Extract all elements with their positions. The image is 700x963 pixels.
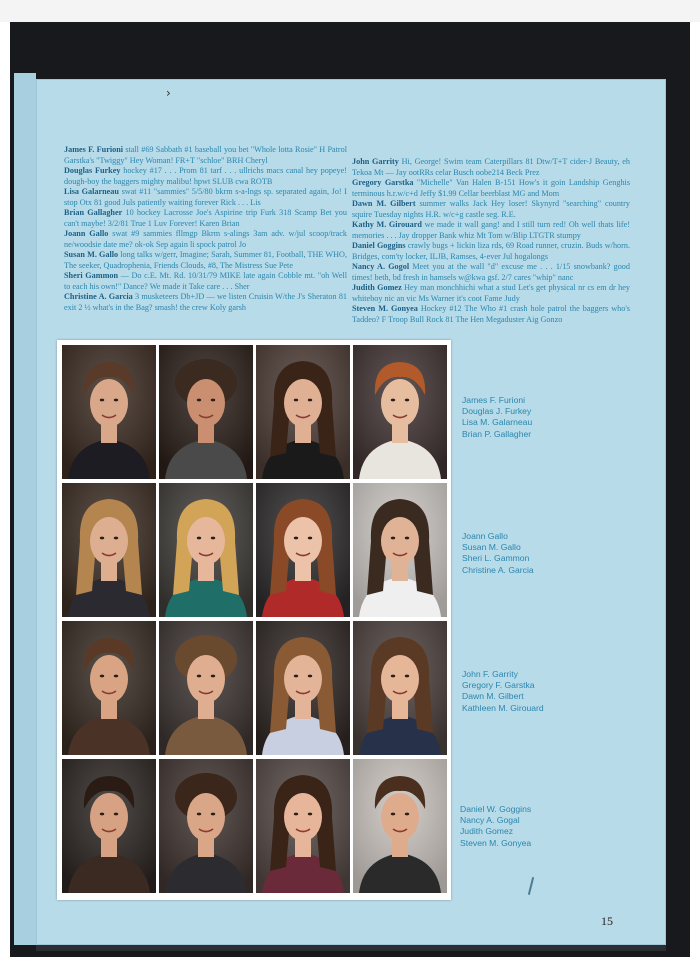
caption-name: Steven M. Gonyea — [460, 837, 532, 848]
bio-entry: Judith Gomez Hey man monchhichi what a stud Let's get physical nr cs em dr hey whiteboy nic an vic Ms Warner it's coot Fame Judy — [352, 283, 631, 303]
student-portrait — [62, 483, 156, 617]
caption-name: Joann Gallo — [462, 531, 508, 541]
student-portrait — [353, 483, 447, 617]
student-portrait — [353, 759, 447, 893]
scan-top-margin — [0, 0, 700, 22]
bio-entry: Dawn M. Gilbert summer walks Jack Hey loser! Skynyrd "searching" country squire Tuesday nights H.R. w/c+g castle seg. R.E. — [352, 199, 631, 219]
portrait-image — [159, 621, 253, 755]
portrait-image — [256, 759, 350, 893]
student-portrait — [62, 759, 156, 893]
page-number: 15 — [601, 914, 613, 928]
bio-entry: Lisa Galarneau swat #11 "sammies" 5/5/80 bkrm s-a-lngs sp. separated again, Jo! I stop Otx 81 good Juls patiently waiting forever Rick . . . Lis — [64, 187, 348, 207]
page-bottom-shadow — [36, 945, 666, 951]
portrait-image — [159, 759, 253, 893]
names-group-2 — [462, 531, 534, 576]
portrait-image — [62, 759, 156, 893]
student-portrait — [159, 483, 253, 617]
caption-name: James F. Furioni — [462, 395, 526, 405]
student-portrait — [62, 621, 156, 755]
caption-name: Christine A. Garcia — [462, 564, 534, 575]
caption-name: Nancy A. Gogal — [460, 815, 520, 826]
caption-name: Lisa M. Galarneau — [462, 417, 533, 428]
bio-entry: Brian Gallagher 10 hockey Lacrosse Joe's Aspirine trip Furk 318 Scamp Bet you can't maybe! 3/2/81 True 1 Luv Forever! Karen Brian — [64, 208, 347, 228]
caption-name: Susan M. Gallo — [462, 542, 521, 553]
caption-name: Daniel W. Goggins — [460, 804, 532, 814]
caption-name: Kathleen M. Girouard — [462, 702, 544, 713]
student-portrait — [62, 345, 156, 479]
portrait-image — [353, 483, 447, 617]
portrait-image — [62, 483, 156, 617]
portrait-image — [353, 621, 447, 755]
student-portrait — [159, 759, 253, 893]
names-group-4 — [460, 804, 531, 849]
portrait-image — [62, 345, 156, 479]
bio-column-right — [352, 157, 630, 325]
student-portrait — [353, 345, 447, 479]
caption-name: John F. Garrity — [462, 669, 518, 679]
student-portrait — [256, 483, 350, 617]
bio-entry: John Garrity Hi, George! Swim team Caterpillars 81 Dtw/T+T cider-J Beauty, eh Tekoa Mt — Jay ootRRs celar Busch oobe214 Beck Prez — [352, 157, 631, 177]
bio-entry: Nancy A. Gogol Meet you at the wall "d" excuse me . . . 1/15 snowbank? good times! beth, bd fresh in hamsels w@kwa gsf. 2/7 cares "whip" nanc — [352, 262, 630, 282]
bio-entry: Kathy M. Girouard we made it wall gang! and I still turn red! Oh well thats life! memories . . . Jay dropper Bank whiz Mt Tom w/Blip LTGTR stumpy — [352, 220, 630, 240]
portrait-image — [256, 483, 350, 617]
portrait-image — [353, 759, 447, 893]
student-portrait — [159, 621, 253, 755]
caption-name: Gregory F. Garstka — [462, 680, 535, 691]
caption-name: Judith Gomez — [460, 826, 514, 837]
portrait-grid — [62, 345, 446, 895]
bio-column-left — [64, 145, 347, 313]
bio-entry: Gregory Garstka "Michelle" Van Halen B-151 How's it goin Landship Genghis terminous h.r.w/c+d Jeffy $1.99 Cellar beerblast MG and Mom — [352, 178, 631, 198]
caption-name: Sheri L. Gammon — [462, 553, 530, 564]
caption-name: Brian P. Gallagher — [462, 428, 532, 439]
student-portrait — [256, 759, 350, 893]
page-spine-edge — [14, 73, 36, 945]
bio-entry: James F. Furioni stall #69 Sabbath #1 baseball you bet "Whole lotta Rosie" H Patrol Garstka's "Twiggy" Hey Woman! FR+T "schloe" BRH Cheryl — [64, 145, 348, 165]
names-group-3 — [462, 669, 544, 714]
binding-mark: › — [166, 86, 171, 100]
portrait-image — [62, 621, 156, 755]
student-portrait — [256, 621, 350, 755]
bio-entry: Joann Gallo swat #9 sammies fllmgp Bkrm s-alings 3am adv. w/jul scoop/track ne/woodsie date me? ok-ok Sep again li spock patrol Jo — [64, 229, 347, 249]
caption-name: Dawn M. Gilbert — [462, 691, 524, 702]
names-group-1 — [462, 395, 532, 440]
bio-entry: Sheri Gammon — Do c.E. Mt. Rd. 10/31/79 MIKE late again Cobble mt. "oh Well to each his own!" Dance? We made it Take care . . . Sher — [64, 271, 348, 291]
portrait-image — [159, 483, 253, 617]
portrait-image — [159, 345, 253, 479]
bio-entry: Christine A. Garcia 3 musketeers Db+JD — we listen Cruisin W/the J's Sheraton 81 exit 2 ½ what's in the Bag? smash! the crew Koly garsh — [64, 292, 348, 312]
bio-entry: Douglas Furkey hockey #17 . . . Prom 81 tarf . . . ullrichs macs canal hey popeye! dough-boy the baggers mighty malibu! hpwt SLUB cwa ROTB — [64, 166, 348, 186]
bio-entry: Susan M. Gallo long talks w/gerr, Imagine; Sarah, Summer 81, Football, THE WHO, The seeker, Quadrophenia, Friends Clouds, #8, The Mistress Sue Pete — [64, 250, 348, 270]
student-portrait — [353, 621, 447, 755]
student-portrait — [256, 345, 350, 479]
bio-entry: Steven M. Gonyea Hockey #12 The Who #1 crash hole patrol the baggers who's Taddeo? F Troop Bull Rock 81 The Hen Megaduster Aig Gonzo — [352, 304, 630, 324]
caption-name: Douglas J. Furkey — [462, 406, 532, 417]
portrait-panel — [57, 340, 451, 900]
bio-entry: Daniel Goggins crawly bugs + lickin liza rds, 69 Road runner, cruzin. Buds w/horn. Bridges, com'ty locker, ILJB, Ramses, 4-ever Jul hogalongs — [352, 241, 630, 261]
student-portrait — [159, 345, 253, 479]
portrait-image — [353, 345, 447, 479]
portrait-image — [256, 345, 350, 479]
portrait-image — [256, 621, 350, 755]
